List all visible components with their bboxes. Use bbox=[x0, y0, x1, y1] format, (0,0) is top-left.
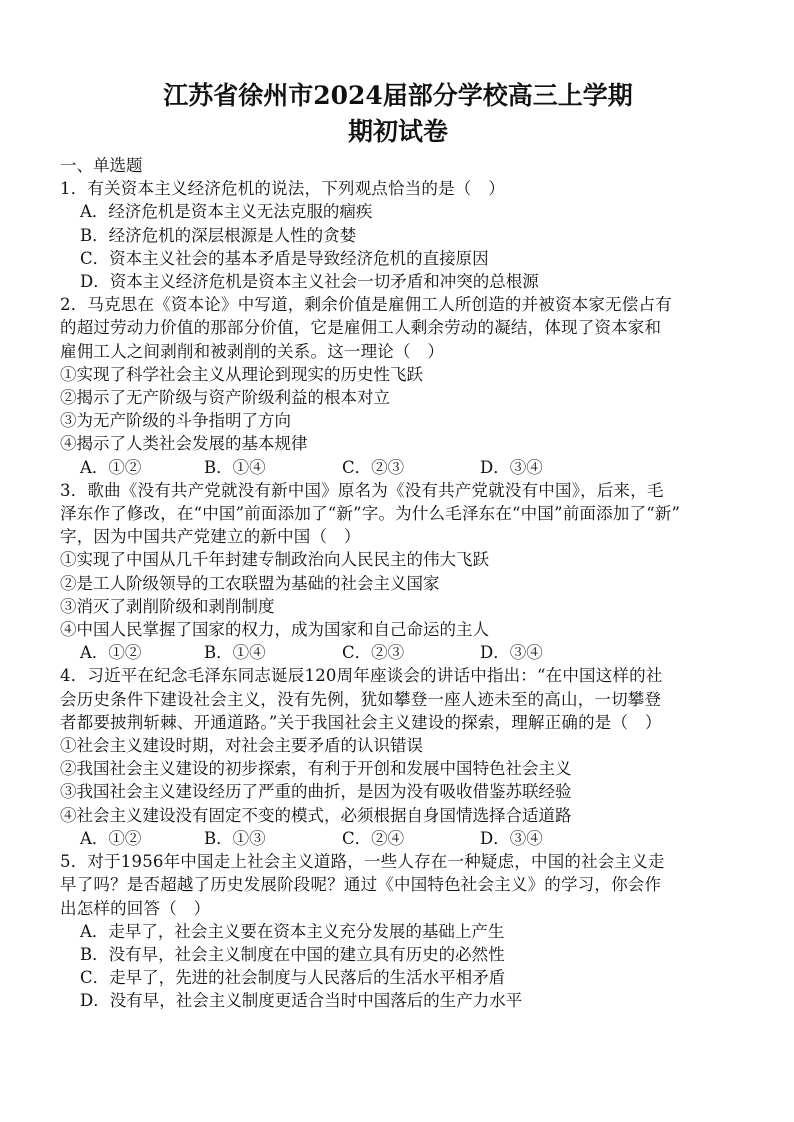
option-b: B．经济危机的深层根源是人性的贪婪 bbox=[80, 225, 357, 245]
statement-1: ①实现了科学社会主义从理论到现实的历史性飞跃 bbox=[60, 364, 423, 384]
choice-a: A．①② bbox=[80, 643, 142, 663]
question-1 bbox=[60, 177, 736, 293]
option-a: A．经济危机是资本主义无法克服的痼疾 bbox=[80, 202, 373, 222]
question-stem-line: 泽东作了修改，在“中国”前面添加了“新”字。为什么毛泽东在“中国”前面添加了“新” bbox=[60, 504, 681, 524]
question-stem-line: 出怎样的回答（ ） bbox=[60, 898, 211, 918]
question-stem-line: 会历史条件下建设社会主义，没有先例，犹如攀登一座人迹未至的高山，一切攀登 bbox=[60, 689, 662, 709]
statement-2: ②是工人阶级领导的工农联盟为基础的社会主义国家 bbox=[60, 573, 440, 593]
question-stem-line: 早了吗？是否超越了历史发展阶段呢？通过《中国特色社会主义》的学习，你会作 bbox=[60, 875, 662, 895]
statement-3: ③我国社会主义建设经历了严重的曲折，是因为没有吸收借鉴苏联经验 bbox=[60, 782, 572, 802]
choice-a: A．①② bbox=[80, 457, 142, 477]
choice-c: C．②④ bbox=[342, 828, 405, 848]
choice-b: B．①④ bbox=[204, 643, 266, 663]
question-stem-line: 者都要披荆斩棘、开通道路。”关于我国社会主义建设的探索，理解正确的是（ ） bbox=[60, 712, 662, 732]
statement-3: ③消灭了剥削阶级和剥削制度 bbox=[60, 596, 275, 616]
statement-4: ④社会主义建设没有固定不变的模式，必须根据自身国情选择合适道路 bbox=[60, 805, 572, 825]
question-2 bbox=[60, 293, 736, 479]
question-stem-line: 3．歌曲《没有共产党就没有新中国》原名为《没有共产党就没有中国》，后来，毛 bbox=[60, 480, 664, 500]
question-stem-line: 字，因为中国共产党建立的新中国（ ） bbox=[60, 527, 361, 547]
choice-row bbox=[60, 827, 736, 850]
choice-d: D．③④ bbox=[480, 457, 543, 477]
option-a: A．走早了，社会主义要在资本主义充分发展的基础上产生 bbox=[80, 921, 505, 941]
choice-c: C．②③ bbox=[342, 643, 405, 663]
statement-4: ④中国人民掌握了国家的权力，成为国家和自己命运的主人 bbox=[60, 620, 489, 640]
question-5 bbox=[60, 850, 736, 1012]
option-b: B．没有早，社会主义制度在中国的建立具有历史的必然性 bbox=[80, 944, 505, 964]
choice-a: A．①② bbox=[80, 828, 142, 848]
question-stem-line: 2．马克思在《资本论》中写道，剩余价值是雇佣工人所创造的并被资本家无偿占有 bbox=[60, 295, 672, 315]
question-4 bbox=[60, 664, 736, 850]
option-c: C．资本主义社会的基本矛盾是导致经济危机的直接原因 bbox=[80, 248, 489, 268]
question-stem-line: 雇佣工人之间剥削和被剥削的关系。这一理论（ ） bbox=[60, 341, 445, 361]
statement-1: ①社会主义建设时期，对社会主要矛盾的认识错误 bbox=[60, 736, 423, 756]
question-stem-line: 1．有关资本主义经济危机的说法，下列观点恰当的是（ ） bbox=[60, 179, 505, 199]
choice-b: B．①④ bbox=[204, 457, 266, 477]
statement-1: ①实现了中国从几千年封建专制政治向人民民主的伟大飞跃 bbox=[60, 550, 489, 570]
question-stem-line: 4．习近平在纪念毛泽东同志诞辰120周年座谈会的讲话中指出：“在中国这样的社 bbox=[60, 666, 663, 686]
question-3 bbox=[60, 479, 736, 665]
choice-c: C．②③ bbox=[342, 457, 405, 477]
statement-3: ③为无产阶级的斗争指明了方向 bbox=[60, 411, 291, 431]
choice-d: D．③④ bbox=[480, 643, 543, 663]
statement-2: ②我国社会主义建设的初步探索，有利于开创和发展中国特色社会主义 bbox=[60, 759, 572, 779]
statement-2: ②揭示了无产阶级与资产阶级利益的根本对立 bbox=[60, 388, 390, 408]
option-d: D．资本主义经济危机是资本主义社会一切矛盾和冲突的总根源 bbox=[80, 272, 539, 292]
question-stem-line: 的超过劳动力价值的那部分价值，它是雇佣工人剩余劳动的凝结，体现了资本家和 bbox=[60, 318, 662, 338]
exam-title-line2: 期初试卷 bbox=[347, 117, 448, 146]
choice-d: D．③④ bbox=[480, 828, 543, 848]
option-c: C．走早了，先进的社会制度与人民落后的生活水平相矛盾 bbox=[80, 968, 506, 988]
choice-row bbox=[60, 456, 736, 479]
exam-title-line1: 江苏省徐州市2024届部分学校高三上学期 bbox=[163, 81, 633, 110]
question-stem-line: 5．对于1956年中国走上社会主义道路，一些人存在一种疑虑，中国的社会主义走 bbox=[60, 852, 665, 872]
option-d: D．没有早，社会主义制度更适合当时中国落后的生产力水平 bbox=[80, 991, 523, 1011]
choice-b: B．①③ bbox=[204, 828, 266, 848]
section-heading: 一、单选题 bbox=[60, 156, 143, 175]
choice-row bbox=[60, 641, 736, 664]
statement-4: ④揭示了人类社会发展的基本规律 bbox=[60, 434, 308, 454]
